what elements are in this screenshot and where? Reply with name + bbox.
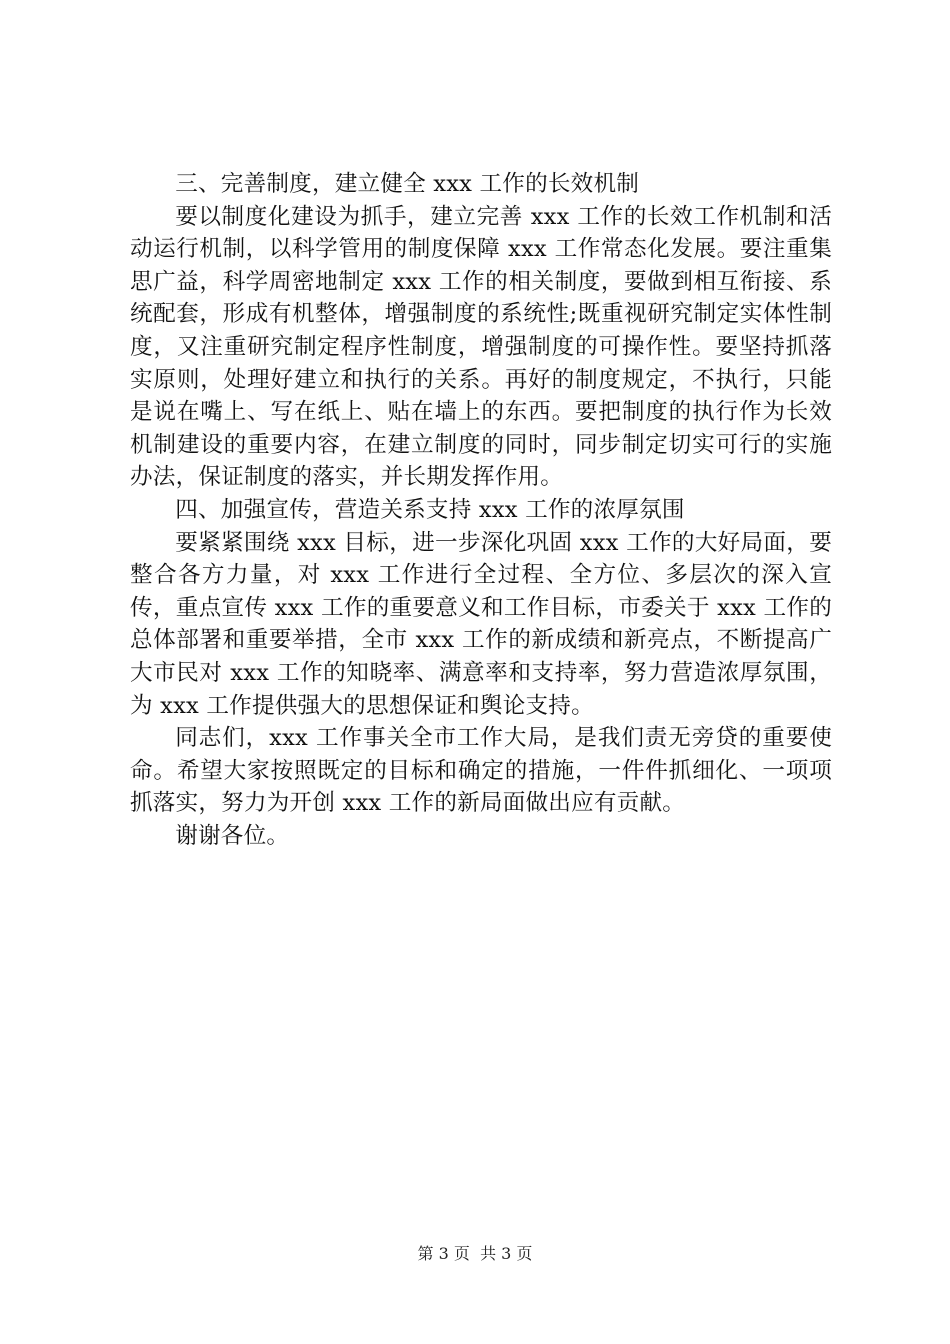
section-heading-4: 四、加强宣传，营造关系支持 xxx 工作的浓厚氛围 [175, 496, 685, 523]
page-number-label: 第 3 页 共 3 页 [417, 1244, 533, 1263]
closing-line: 谢谢各位。 [175, 822, 290, 849]
body-paragraph-1: 要以制度化建设为抓手，建立完善 xxx 工作的长效工作机制和活动运行机制，以科学管用的制度保障 xxx 工作常态化发展。要注重集思广益，科学周密地制定 xxx 工作的相关制度，要做到相互衔接、系统配套，形成有机整体，增强制度的系统性;既重视研究制定实体性制度，又注重研究制定程序性制度，增强制度的可操作性。要坚持抓落实原则，处理好建立和执行的关系。再好的制度规定，不执行，只能是说在嘴上、写在纸上、贴在墙上的东西。要把制度的执行作为长效机制建设的重要内容，在建立制度的同时，同步制定切实可行的实施办法，保证制度的落实，并长期发挥作用。 [130, 203, 832, 491]
body-paragraph-2: 要紧紧围绕 xxx 目标，进一步深化巩固 xxx 工作的大好局面，要整合各方力量，对 xxx 工作进行全过程、全方位、多层次的深入宣传，重点宣传 xxx 工作的重要意义和工作目标，市委关于 xxx 工作的总体部署和重要举措，全市 xxx 工作的新成绩和新亮点，不断提高广大市民对 xxx 工作的知晓率、满意率和支持率，努力营造浓厚氛围，为 xxx 工作提供强大的思想保证和舆论支持。 [130, 529, 832, 719]
page-footer [0, 1244, 950, 1264]
body-paragraph-3: 同志们，xxx 工作事关全市工作大局，是我们责无旁贷的重要使命。希望大家按照既定的目标和确定的措施，一件件抓细化、一项项抓落实，努力为开创 xxx 工作的新局面做出应有贡献。 [130, 725, 832, 817]
document-body [130, 168, 832, 852]
section-heading-3: 三、完善制度，建立健全 xxx 工作的长效机制 [175, 171, 640, 197]
